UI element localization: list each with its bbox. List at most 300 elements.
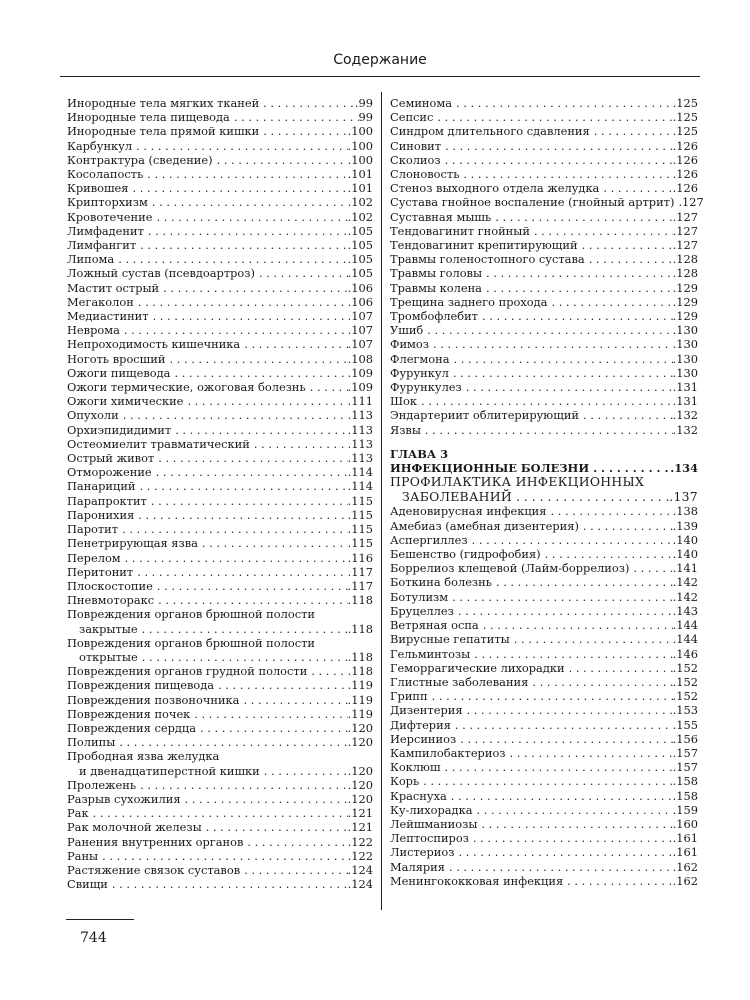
- toc-entry[interactable]: [390, 831, 698, 845]
- toc-entry-title: Контрактура (сведение): [67, 152, 213, 167]
- dot-leader: [629, 561, 672, 575]
- toc-entry-title: Стеноз выходного отдела желудка: [390, 181, 600, 196]
- toc-entry-title: Парапроктит: [67, 493, 147, 508]
- toc-entry-title: Язвы: [390, 422, 421, 437]
- toc-entry-page: .124: [347, 862, 373, 877]
- dot-leader: [429, 337, 673, 351]
- toc-entry[interactable]: [67, 778, 373, 792]
- dot-leader: [462, 380, 673, 394]
- toc-entry-page: .100: [347, 152, 373, 167]
- dot-leader: [230, 110, 359, 124]
- toc-entry[interactable]: [67, 394, 373, 408]
- toc-entry-title: Раны: [67, 848, 99, 863]
- toc-entry-title: Листериоз: [390, 845, 455, 860]
- toc-entry-title: Сколиоз: [390, 152, 441, 167]
- toc-entry-page: .142: [672, 575, 698, 590]
- toc-entry[interactable]: [390, 533, 698, 547]
- toc-entry-page: .129: [672, 280, 698, 295]
- toc-entry-title: Гельминтозы: [390, 646, 471, 661]
- dot-leader: [259, 96, 355, 110]
- toc-entry-page: .108: [347, 351, 373, 366]
- toc-entry-title: Ку-лихорадка: [390, 802, 473, 817]
- toc-entry-title: Ранения внутренних органов: [67, 834, 244, 849]
- toc-entry-title: Травмы колена: [390, 280, 482, 295]
- toc-entry-page: .162: [672, 859, 698, 874]
- toc-right-bottom-list: [390, 504, 698, 887]
- toc-entry-page: .160: [672, 816, 698, 831]
- toc-entry[interactable]: [67, 806, 373, 820]
- toc-entry-page: .130: [672, 351, 698, 366]
- toc-entry[interactable]: [67, 579, 373, 593]
- dot-leader: [565, 661, 673, 675]
- toc-entry[interactable]: [67, 366, 373, 380]
- toc-entry[interactable]: [67, 849, 373, 863]
- toc-entry[interactable]: [67, 664, 373, 678]
- toc-entry-page: .120: [347, 777, 373, 792]
- toc-entry-title: Свищи: [67, 877, 108, 892]
- toc-entry[interactable]: [390, 323, 698, 337]
- chapter-title-entry[interactable]: [390, 461, 698, 475]
- toc-entry[interactable]: [390, 803, 698, 817]
- toc-entry-title: Бруцеллез: [390, 603, 454, 618]
- toc-entry-page: .121: [347, 806, 373, 821]
- dot-leader: [423, 323, 672, 337]
- toc-entry[interactable]: [67, 96, 373, 110]
- dot-leader: [134, 295, 348, 309]
- toc-entry[interactable]: [67, 181, 373, 195]
- toc-entry[interactable]: [390, 110, 698, 124]
- toc-entry-page: .107: [347, 323, 373, 338]
- toc-entry-page: .158: [672, 774, 698, 789]
- toc-entry[interactable]: [390, 504, 698, 518]
- dot-leader: [181, 792, 348, 806]
- toc-entry-title: Пенетрирующая язва: [67, 536, 198, 551]
- dot-leader: [136, 238, 348, 252]
- toc-entry[interactable]: [390, 210, 698, 224]
- toc-entry[interactable]: [67, 678, 373, 692]
- toc-entry-title: Ушиб: [390, 323, 424, 338]
- toc-entry-page: .122: [347, 834, 373, 849]
- toc-entry[interactable]: [390, 153, 698, 167]
- dot-leader: [579, 408, 673, 422]
- toc-entry-title: Инородные тела прямой кишки: [67, 124, 260, 139]
- section-title-entry[interactable]: [390, 490, 698, 505]
- dot-leader: [136, 778, 348, 792]
- toc-entry[interactable]: [67, 437, 373, 451]
- dot-leader: [452, 96, 673, 110]
- toc-entry[interactable]: [67, 877, 373, 891]
- toc-entry-title: Полипы: [67, 735, 116, 750]
- toc-entry-page: .152: [672, 689, 698, 704]
- toc-entry-page: .125: [672, 124, 698, 139]
- toc-entry-title: Паротит: [67, 522, 119, 537]
- toc-entry-title: Бешенство (гидрофобия): [390, 547, 541, 562]
- toc-entry-title: Перелом: [67, 550, 121, 565]
- toc-entry-page: .129: [672, 294, 698, 309]
- toc-entry-title: Сустава гнойное воспаление (гнойный артрит): [390, 195, 675, 210]
- toc-entry-title: Эндартериит облитерирующий: [390, 408, 579, 423]
- dot-leader: [441, 139, 673, 153]
- toc-entry-title: Боррелиоз клещевой (Лайм-боррелиоз): [390, 561, 630, 576]
- toc-entry[interactable]: [390, 195, 704, 210]
- section-title-line1: ПРОФИЛАКТИКА ИНФЕКЦИОННЫХ: [390, 474, 645, 490]
- toc-entry-page: .144: [672, 632, 698, 647]
- dot-leader: [450, 352, 673, 366]
- toc-entry[interactable]: [67, 536, 373, 550]
- toc-entry-page: .127: [672, 209, 698, 224]
- dot-leader: [250, 437, 348, 451]
- toc-entry[interactable]: [67, 593, 373, 607]
- toc-entry[interactable]: [67, 224, 373, 238]
- toc-entry[interactable]: [67, 479, 373, 493]
- toc-entry-title: Перитонит: [67, 564, 134, 579]
- dot-leader: [492, 575, 673, 589]
- toc-entry[interactable]: [67, 167, 373, 181]
- dot-leader: [479, 618, 673, 632]
- dot-leader: [546, 504, 672, 518]
- toc-entry[interactable]: [67, 139, 373, 153]
- toc-entry[interactable]: [67, 408, 373, 422]
- dot-leader: [447, 789, 673, 803]
- toc-entry-page: .129: [672, 309, 698, 324]
- toc-entry-page: .161: [672, 845, 698, 860]
- toc-left-column: [67, 96, 373, 891]
- toc-entry[interactable]: [390, 575, 698, 589]
- toc-entry[interactable]: [67, 210, 373, 224]
- dot-leader: [590, 124, 673, 138]
- toc-entry-page: .125: [672, 110, 698, 125]
- toc-entry[interactable]: [390, 394, 698, 408]
- toc-entry[interactable]: [67, 735, 373, 749]
- toc-entry[interactable]: [390, 618, 698, 632]
- toc-entry[interactable]: [390, 703, 698, 717]
- dot-leader: [482, 281, 673, 295]
- toc-entry-title: Глистные заболевания: [390, 674, 529, 689]
- toc-entry[interactable]: [390, 380, 698, 394]
- toc-entry[interactable]: [67, 551, 373, 565]
- toc-entry-title: Дифтерия: [390, 717, 451, 732]
- dot-leader: [108, 877, 348, 891]
- toc-entry[interactable]: [390, 423, 698, 437]
- toc-entry-title: Фурункулез: [390, 380, 462, 395]
- toc-entry-page: .118: [347, 649, 373, 664]
- dot-leader: [451, 718, 673, 732]
- toc-entry[interactable]: [390, 295, 698, 309]
- toc-entry-title: Паронихия: [67, 507, 135, 522]
- toc-entry[interactable]: [390, 774, 698, 788]
- toc-entry[interactable]: [390, 167, 698, 181]
- toc-entry-page: .122: [347, 848, 373, 863]
- toc-entry[interactable]: [390, 718, 698, 732]
- toc-entry[interactable]: [390, 590, 698, 604]
- toc-entry[interactable]: [67, 110, 373, 124]
- dot-leader: [454, 845, 672, 859]
- toc-entry-line1: Повреждения органов брюшной полости: [67, 607, 315, 622]
- toc-entry[interactable]: [67, 451, 373, 465]
- toc-entry-page: .115: [347, 536, 373, 551]
- dot-leader: [118, 522, 348, 536]
- toc-entry-title: Грипп: [390, 689, 428, 704]
- toc-entry-page: .158: [672, 788, 698, 803]
- toc-entry[interactable]: [390, 252, 698, 266]
- toc-entry[interactable]: [390, 238, 698, 252]
- toc-right-column: [390, 96, 704, 888]
- toc-entry-page: .113: [347, 408, 373, 423]
- toc-entry[interactable]: [390, 266, 698, 280]
- toc-entry[interactable]: [67, 792, 373, 806]
- toc-entry-page: .152: [672, 660, 698, 675]
- toc-entry[interactable]: [67, 380, 373, 394]
- toc-entry-page: .156: [672, 731, 698, 746]
- toc-entry[interactable]: [390, 632, 698, 646]
- dot-leader: [449, 366, 673, 380]
- toc-entry-page: .106: [347, 280, 373, 295]
- toc-entry-title: Менингококковая инфекция: [390, 873, 564, 888]
- toc-entry-title: Ветряная оспа: [390, 618, 479, 633]
- section-title-line2: ЗАБОЛЕВАНИЙ: [402, 488, 512, 504]
- toc-entry-page: .125: [672, 96, 698, 110]
- dot-leader: [133, 565, 347, 579]
- page-header-title: Содержание: [333, 52, 427, 68]
- toc-entry-page: .132: [672, 408, 698, 423]
- dot-leader: [563, 874, 672, 888]
- toc-entry-title: и двенадцатиперстной кишки: [79, 763, 260, 778]
- toc-entry[interactable]: [67, 352, 373, 366]
- toc-entry[interactable]: [67, 153, 373, 167]
- toc-entry-page: .117: [347, 578, 373, 593]
- toc-entry[interactable]: [67, 266, 373, 280]
- toc-entry-page: .130: [672, 323, 698, 338]
- dot-leader: [198, 536, 348, 550]
- toc-entry-title: Лимфангит: [67, 238, 137, 253]
- toc-entry[interactable]: [390, 124, 698, 138]
- toc-entry-page: .100: [347, 124, 373, 139]
- toc-entry-title: Аспергиллез: [390, 532, 468, 547]
- toc-entry-title: Корь: [390, 774, 420, 789]
- dot-leader: [477, 817, 672, 831]
- dot-leader: [154, 451, 347, 465]
- toc-entry[interactable]: [390, 309, 698, 323]
- toc-entry[interactable]: [390, 732, 698, 746]
- toc-entry[interactable]: [390, 547, 698, 561]
- toc-entry[interactable]: [67, 252, 373, 266]
- dot-leader: [134, 508, 347, 522]
- dot-leader: [115, 735, 347, 749]
- dot-leader: [530, 224, 673, 238]
- toc-entry-title: Слоновость: [390, 167, 460, 182]
- toc-entry-title: Медиастинит: [67, 309, 149, 324]
- toc-entry-page: .128: [672, 266, 698, 281]
- dot-leader: [589, 461, 670, 475]
- toc-entry[interactable]: [390, 561, 698, 575]
- toc-entry[interactable]: [67, 295, 373, 309]
- toc-entry[interactable]: [67, 820, 373, 834]
- toc-entry-page: .115: [347, 493, 373, 508]
- dot-leader: [89, 806, 348, 820]
- dot-leader: [547, 295, 672, 309]
- dot-leader: [433, 110, 672, 124]
- toc-entry-title: Шок: [390, 394, 417, 409]
- toc-entry[interactable]: [67, 522, 373, 536]
- dot-leader: [260, 764, 348, 778]
- toc-entry[interactable]: [390, 366, 698, 380]
- dot-leader: [459, 167, 672, 181]
- toc-entry[interactable]: [390, 845, 698, 859]
- chapter-label: ГЛАВА 3: [390, 446, 449, 461]
- dot-leader: [491, 210, 672, 224]
- toc-entry-title: Повреждения позвоночника: [67, 692, 240, 707]
- toc-entry-page: .105: [347, 252, 373, 267]
- toc-entry-title: Фурункул: [390, 365, 449, 380]
- toc-entry-page: .115: [347, 522, 373, 537]
- toc-entry-page: .127: [672, 238, 698, 253]
- toc-entry[interactable]: [390, 760, 698, 774]
- toc-entry-title: Плоскостопие: [67, 578, 153, 593]
- dot-leader: [154, 593, 347, 607]
- toc-entry[interactable]: [390, 675, 698, 689]
- dot-leader: [121, 551, 348, 565]
- toc-entry[interactable]: [390, 281, 698, 295]
- toc-entry-title: Тромбофлебит: [390, 309, 478, 324]
- toc-entry-page: .119: [347, 692, 373, 707]
- toc-entry-page: .126: [672, 167, 698, 182]
- toc-entry[interactable]: [67, 323, 373, 337]
- toc-entry-page: .126: [672, 152, 698, 167]
- dot-leader: [152, 465, 348, 479]
- toc-entry-title: Опухоли: [67, 408, 119, 423]
- toc-entry-page: .105: [347, 266, 373, 281]
- toc-entry[interactable]: [390, 746, 698, 760]
- toc-entry-title: Пневмоторакс: [67, 593, 155, 608]
- toc-entry-title: Ботулизм: [390, 589, 449, 604]
- toc-entry[interactable]: [67, 764, 373, 778]
- toc-entry-title: открытые: [79, 649, 138, 664]
- toc-entry-page: .109: [347, 365, 373, 380]
- toc-entry-title: Краснуха: [390, 788, 447, 803]
- dot-leader: [159, 281, 347, 295]
- toc-entry[interactable]: [67, 721, 373, 735]
- dot-leader: [183, 394, 347, 408]
- toc-entry[interactable]: [390, 817, 698, 831]
- toc-entry[interactable]: [390, 408, 698, 422]
- toc-entry[interactable]: [390, 789, 698, 803]
- toc-entry-page: .107: [347, 337, 373, 352]
- dot-leader: [541, 547, 673, 561]
- toc-entry[interactable]: [390, 647, 698, 661]
- toc-entry-page: .144: [672, 618, 698, 633]
- toc-entry-title: Геморрагические лихорадки: [390, 660, 565, 675]
- toc-entry-page: .155: [672, 717, 698, 732]
- toc-entry[interactable]: [67, 565, 373, 579]
- toc-entry-page: .118: [347, 593, 373, 608]
- toc-entry[interactable]: [67, 693, 373, 707]
- toc-entry[interactable]: [67, 309, 373, 323]
- toc-entry-title: Повреждения органов грудной полости: [67, 664, 308, 679]
- toc-entry-page: .113: [347, 436, 373, 451]
- column-divider: [381, 92, 382, 910]
- toc-entry-page: .100: [347, 138, 373, 153]
- toc-entry[interactable]: [390, 874, 698, 888]
- toc-entry[interactable]: [67, 508, 373, 522]
- toc-entry-page: .130: [672, 365, 698, 380]
- toc-entry[interactable]: [67, 494, 373, 508]
- toc-entry[interactable]: [390, 96, 698, 110]
- toc-entry-page: .162: [672, 873, 698, 888]
- toc-entry-title: Коклюш: [390, 760, 441, 775]
- dot-leader: [456, 732, 672, 746]
- toc-entry[interactable]: [67, 195, 373, 209]
- toc-entry-page: .118: [347, 621, 373, 636]
- toc-entry-title: Лейшманиозы: [390, 816, 478, 831]
- dot-leader: [136, 479, 348, 493]
- toc-entry[interactable]: [390, 337, 698, 351]
- toc-entry-page: .119: [347, 706, 373, 721]
- toc-entry-title: Трещина заднего прохода: [390, 294, 548, 309]
- toc-entry[interactable]: [67, 465, 373, 479]
- toc-entry[interactable]: [67, 124, 373, 138]
- toc-entry[interactable]: [67, 423, 373, 437]
- toc-entry-title: Иерсиниоз: [390, 731, 457, 746]
- toc-entry[interactable]: [67, 622, 373, 636]
- toc-entry[interactable]: [390, 860, 698, 874]
- toc-entry[interactable]: [390, 519, 698, 533]
- toc-entry[interactable]: [390, 181, 698, 195]
- toc-entry[interactable]: [67, 281, 373, 295]
- toc-entry-title: Сепсис: [390, 110, 434, 125]
- toc-entry-page: .140: [672, 547, 698, 562]
- dot-leader: [153, 579, 348, 593]
- toc-entry[interactable]: [67, 863, 373, 877]
- toc-entry-page: .138: [672, 504, 698, 519]
- toc-entry[interactable]: [67, 835, 373, 849]
- toc-entry[interactable]: [390, 352, 698, 366]
- dot-leader: [170, 366, 347, 380]
- dot-leader: [578, 238, 673, 252]
- toc-entry-title: Острый живот: [67, 451, 155, 466]
- chapter-title: ИНФЕКЦИОННЫЕ БОЛЕЗНИ: [390, 461, 590, 476]
- toc-entry-page: .131: [672, 394, 698, 409]
- toc-entry-page: .126: [672, 181, 698, 196]
- toc-entry-page: .130: [672, 337, 698, 352]
- toc-entry-page: .102: [347, 195, 373, 210]
- toc-entry-page: .152: [672, 674, 698, 689]
- toc-entry-title: Кровотечение: [67, 209, 153, 224]
- toc-entry-page: .113: [347, 451, 373, 466]
- dot-leader: [202, 820, 348, 834]
- toc-entry[interactable]: [390, 224, 698, 238]
- toc-entry-page: .157: [672, 745, 698, 760]
- toc-entry[interactable]: [67, 650, 373, 664]
- toc-entry-title: Остеомиелит травматический: [67, 436, 250, 451]
- section-page: .137: [669, 488, 698, 504]
- toc-entry[interactable]: [390, 604, 698, 618]
- toc-entry-page: .105: [347, 238, 373, 253]
- toc-entry-title: Повреждения почек: [67, 706, 191, 721]
- dot-leader: [470, 647, 672, 661]
- toc-entry-page: .115: [347, 507, 373, 522]
- toc-entry[interactable]: [67, 238, 373, 252]
- dot-leader: [147, 494, 348, 508]
- toc-entry-title: Дизентерия: [390, 703, 463, 718]
- toc-entry[interactable]: [390, 689, 698, 703]
- toc-entry[interactable]: [67, 337, 373, 351]
- footer-rule: [66, 919, 134, 920]
- toc-entry[interactable]: [390, 139, 698, 153]
- dot-leader: [482, 266, 673, 280]
- toc-entry[interactable]: [67, 707, 373, 721]
- dot-leader: [454, 604, 673, 618]
- toc-entry[interactable]: [390, 661, 698, 675]
